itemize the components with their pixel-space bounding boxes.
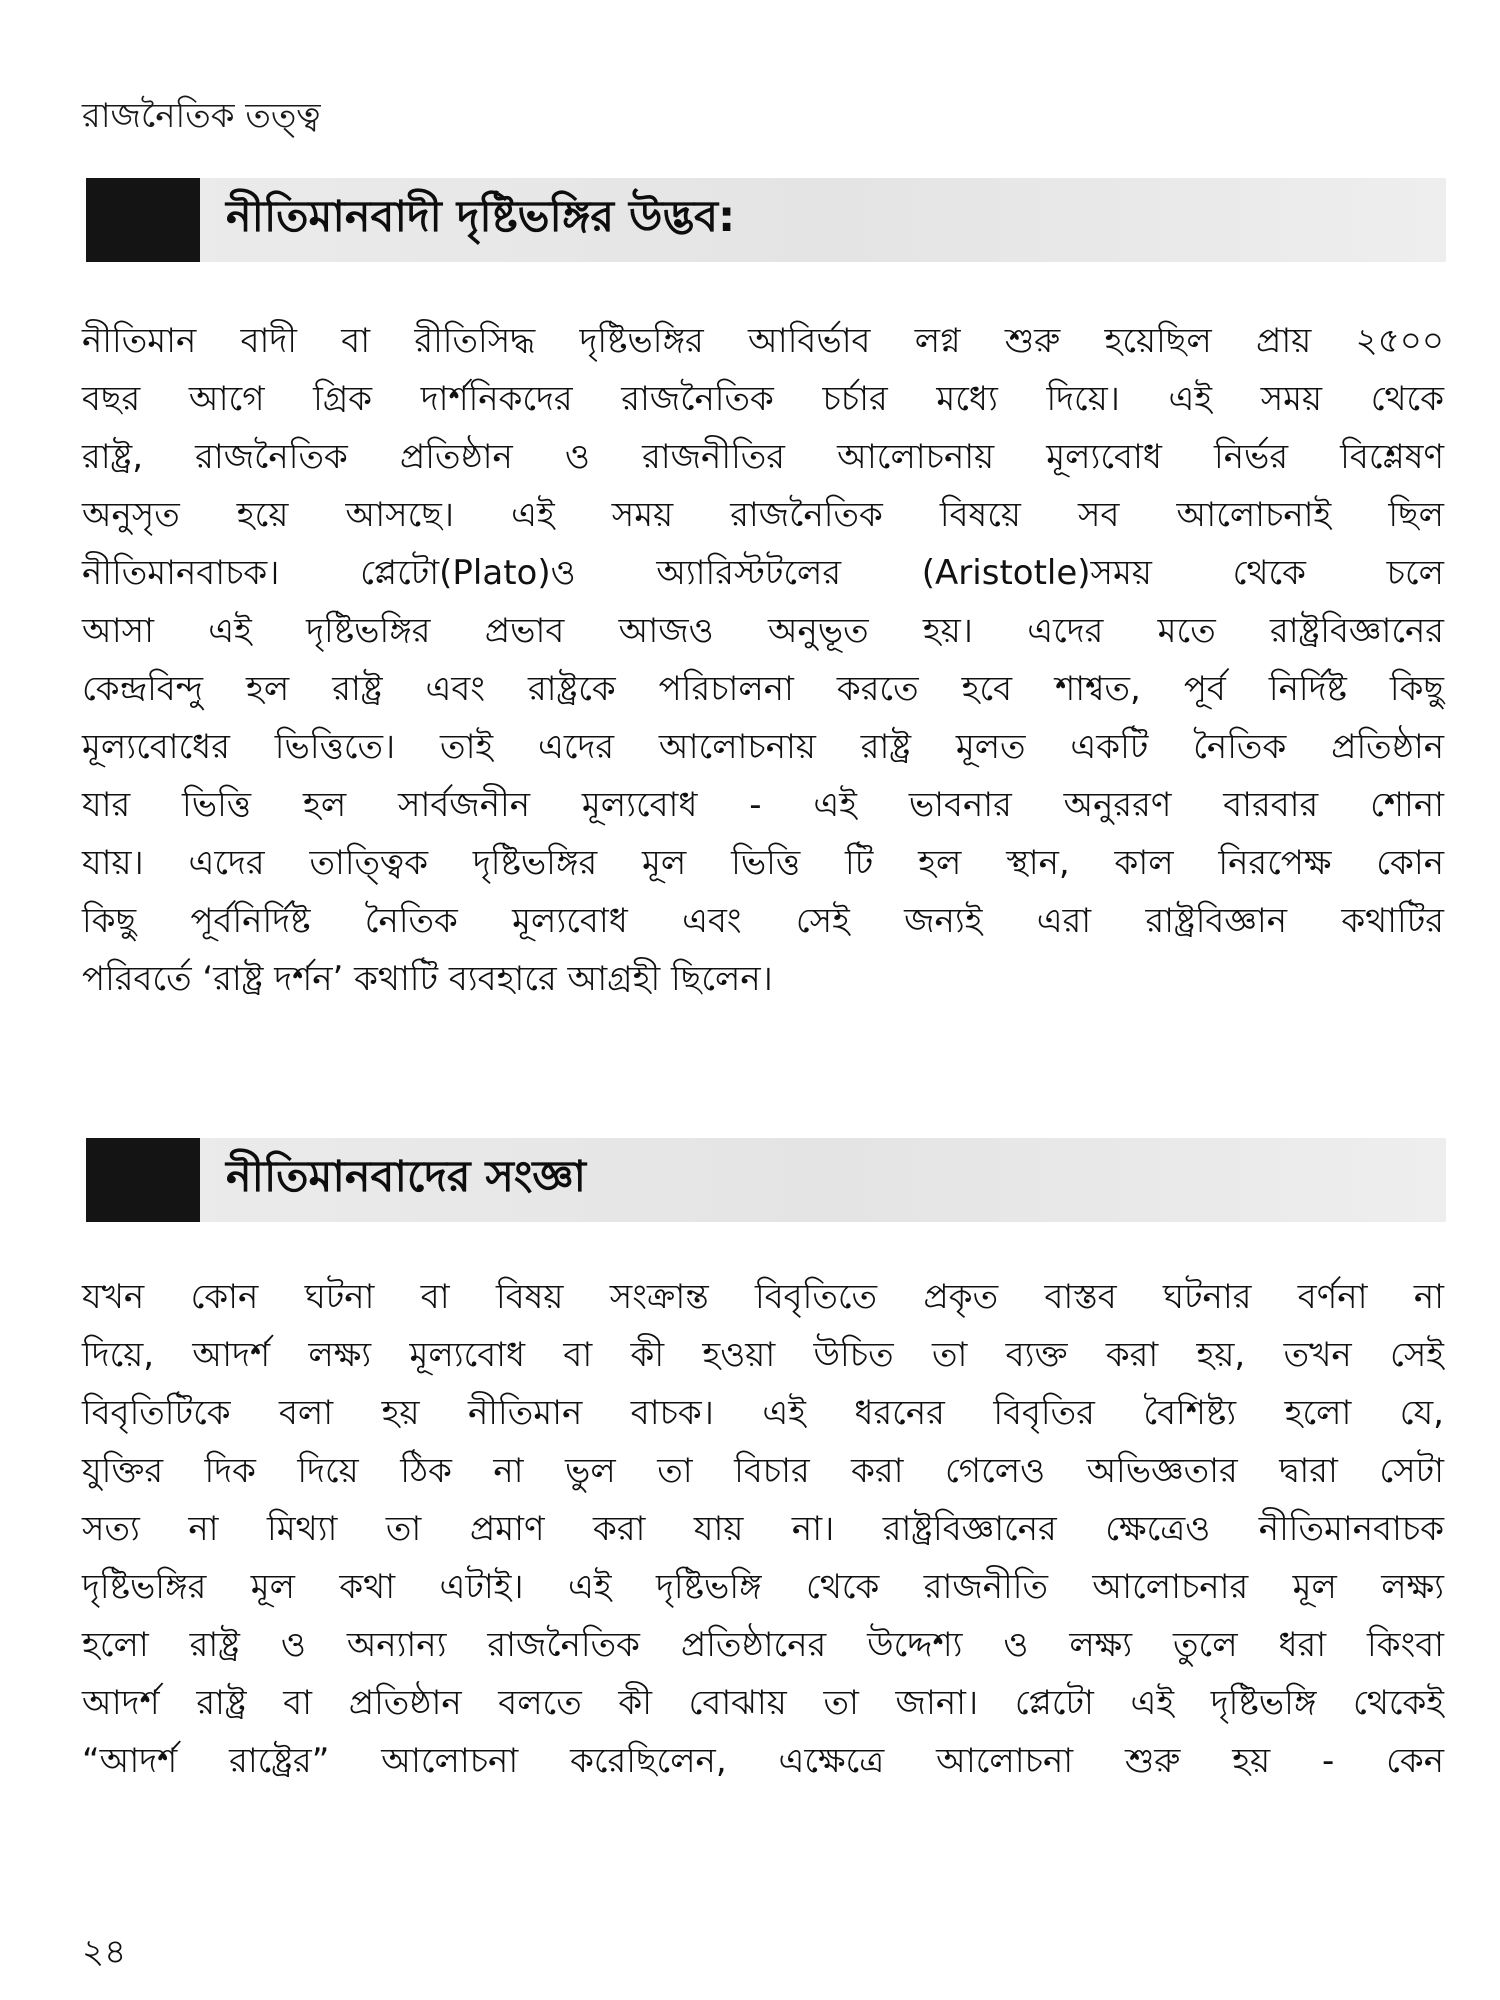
- text-line: মূল্যবোধের ভিত্তিতে। তাই এদের আলোচনায় রাষ্ট্র মূলত একটি নৈতিক প্রতিষ্ঠান: [82, 727, 1444, 767]
- text-line: দৃষ্টিভঙ্গির মূল কথা এটাই। এই দৃষ্টিভঙ্গি থেকে রাজনীতি আলোচনার মূল লক্ষ্য: [82, 1567, 1444, 1607]
- text-line: যুক্তির দিক দিয়ে ঠিক না ভুল তা বিচার করা গেলেও অভিজ্ঞতার দ্বারা সেটা: [82, 1451, 1444, 1491]
- paragraph-definition: [82, 1268, 1444, 1790]
- running-header: রাজনৈতিক তত্ত্ব: [82, 96, 321, 136]
- text-line: নীতিমান বাদী বা রীতিসিদ্ধ দৃষ্টিভঙ্গির আবির্ভাব লগ্ন শুরু হয়েছিল প্রায় ২৫০০: [82, 321, 1444, 361]
- heading-marker-block: [86, 1138, 200, 1222]
- section-heading-origin: [86, 178, 1446, 262]
- text-line: বিবৃতিটিকে বলা হয় নীতিমান বাচক। এই ধরনের বিবৃতির বৈশিষ্ট্য হলো যে,: [82, 1393, 1444, 1433]
- text-line: রাষ্ট্র, রাজনৈতিক প্রতিষ্ঠান ও রাজনীতির আলোচনায় মূল্যবোধ নির্ভর বিশ্লেষণ: [82, 437, 1444, 477]
- paragraph-origin: [82, 312, 1444, 1008]
- text-line: “আদর্শ রাষ্ট্রের” আলোচনা করেছিলেন, এক্ষেত্রে আলোচনা শুরু হয় - কেন: [82, 1741, 1444, 1781]
- section-heading-text: নীতিমানবাদের সংজ্ঞা: [226, 1151, 586, 1202]
- text-line: হলো রাষ্ট্র ও অন্যান্য রাজনৈতিক প্রতিষ্ঠানের উদ্দেশ্য ও লক্ষ্য তুলে ধরা কিংবা: [82, 1625, 1444, 1665]
- text-line: দিয়ে, আদর্শ লক্ষ্য মূল্যবোধ বা কী হওয়া উচিত তা ব্যক্ত করা হয়, তখন সেই: [82, 1335, 1444, 1375]
- text-line: যায়। এদের তাত্ত্বিক দৃষ্টিভঙ্গির মূল ভিত্তি টি হল স্থান, কাল নিরপেক্ষ কোন: [82, 843, 1444, 883]
- text-line: নীতিমানবাচক। প্লেটো(Plato)ও অ্যারিস্টটলের (Aristotle)সময় থেকে চলে: [82, 553, 1444, 593]
- text-line: বছর আগে গ্রিক দার্শনিকদের রাজনৈতিক চর্চার মধ্যে দিয়ে। এই সময় থেকে: [82, 379, 1444, 419]
- text-line: পরিবর্তে ‘রাষ্ট্র দর্শন’ কথাটি ব্যবহারে আগ্রহী ছিলেন।: [82, 959, 773, 999]
- text-line: কিছু পূর্বনির্দিষ্ট নৈতিক মূল্যবোধ এবং সেই জন্যই এরা রাষ্ট্রবিজ্ঞান কথাটির: [82, 901, 1444, 941]
- text-line: যখন কোন ঘটনা বা বিষয় সংক্রান্ত বিবৃতিতে প্রকৃত বাস্তব ঘটনার বর্ণনা না: [82, 1277, 1444, 1317]
- text-line: সত্য না মিথ্যা তা প্রমাণ করা যায় না। রাষ্ট্রবিজ্ঞানের ক্ষেত্রেও নীতিমানবাচক: [82, 1509, 1444, 1549]
- page-number: ২৪: [82, 1932, 127, 1972]
- text-line: আসা এই দৃষ্টিভঙ্গির প্রভাব আজও অনুভূত হয়। এদের মতে রাষ্ট্রবিজ্ঞানের: [82, 611, 1444, 651]
- text-line: অনুসৃত হয়ে আসছে। এই সময় রাজনৈতিক বিষয়ে সব আলোচনাই ছিল: [82, 495, 1444, 535]
- heading-marker-block: [86, 178, 200, 262]
- text-line: আদর্শ রাষ্ট্র বা প্রতিষ্ঠান বলতে কী বোঝায় তা জানা। প্লেটো এই দৃষ্টিভঙ্গি থেকেই: [82, 1683, 1444, 1723]
- section-heading-definition: [86, 1138, 1446, 1222]
- text-line: কেন্দ্রবিন্দু হল রাষ্ট্র এবং রাষ্ট্রকে পরিচালনা করতে হবে শাশ্বত, পূর্ব নির্দিষ্ট কিছু: [82, 669, 1444, 709]
- text-line: যার ভিত্তি হল সার্বজনীন মূল্যবোধ - এই ভাবনার অনুররণ বারবার শোনা: [82, 785, 1444, 825]
- section-heading-text: নীতিমানবাদী দৃষ্টিভঙ্গির উদ্ভব:: [226, 191, 736, 242]
